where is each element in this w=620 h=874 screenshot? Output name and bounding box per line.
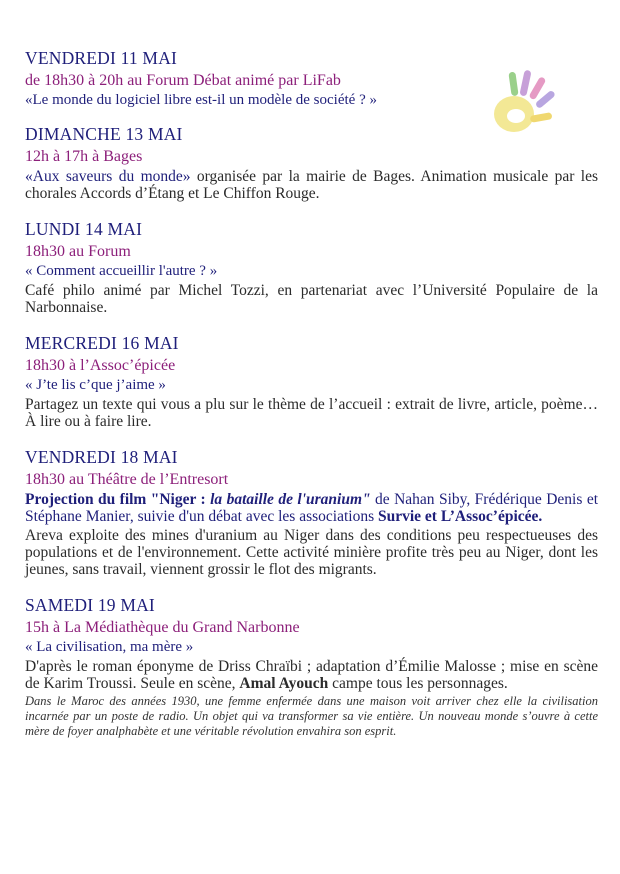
event-desc-end: campe tous les personnages. [328, 675, 508, 692]
performer-name: Amal Ayouch [239, 675, 329, 692]
event-note: Dans le Maroc des années 1930, une femme enfermée dans une maison voit arriver chez elle la civilisation incarnée par un poste de radio. Un objet qui va transformer sa vie entière. Un nouveau monde s’ouvre à cette mère de foyer analphabète et une véritable révolution envahira son esprit. [25, 694, 598, 738]
projection-lead: Projection du film "Niger : [25, 491, 211, 508]
event-day: DIMANCHE 13 MAI [25, 124, 183, 144]
agenda [25, 48, 598, 739]
event-mercredi-16 [25, 333, 598, 430]
event-when: 18h30 à l’Assoc’épicée [25, 357, 176, 374]
event-desc: Areva exploite des mines d'uranium au Niger dans des conditions peu respectueuses des populations et de l'environnement. Cette activité minière profite très peu au Niger, dont les jeunes, sans travail, viennent grossir le flot des migrants. [25, 527, 598, 578]
event-day: LUNDI 14 MAI [25, 219, 143, 239]
associations: Survie et L’Assoc’épicée. [377, 508, 543, 525]
event-desc [25, 658, 598, 692]
film-title: la bataille de l'uranium" [210, 491, 371, 508]
event-desc: Partagez un texte qui vous a plu sur le thème de l’accueil : extrait de livre, article, poème… À lire ou à faire lire. [25, 396, 598, 430]
event-desc-text: organisée par la mairie de Bages. Animation musicale par les chorales Accords d’Étang et Le Chiffon Rouge. [25, 168, 598, 202]
event-day: MERCREDI 16 MAI [25, 333, 179, 353]
event-when: 18h30 au Forum [25, 243, 131, 260]
event-day: VENDREDI 11 MAI [25, 48, 178, 68]
event-day: VENDREDI 18 MAI [25, 447, 178, 467]
event-samedi-19 [25, 595, 598, 739]
event-day: SAMEDI 19 MAI [25, 595, 155, 615]
event-title: «Aux saveurs du monde» [25, 168, 191, 185]
event-when: 15h à La Médiathèque du Grand Narbonne [25, 619, 300, 636]
projection-credits: de Nahan Siby, Frédérique Denis et Stéphane Manier, suivie d'un débat avec les associations [25, 491, 599, 525]
event-vendredi-18 [25, 447, 598, 578]
event-lundi-14 [25, 219, 598, 316]
event-dimanche-13 [25, 124, 598, 202]
event-desc-text: D'après le roman éponyme de Driss Chraïbi ; adaptation d’Émilie Malosse ; mise en scène de Karim Troussi. Seule en scène, [25, 658, 598, 692]
event-title: « J’te lis c’que j’aime » [25, 377, 166, 393]
event-title: « Comment accueillir l'autre ? » [25, 263, 218, 279]
event-when: de 18h30 à 20h au Forum Débat animé par LiFab [25, 72, 341, 89]
event-projection [25, 491, 598, 525]
event-vendredi-11 [25, 48, 598, 109]
event-desc: Café philo animé par Michel Tozzi, en partenariat avec l’Université Populaire de la Narbonnaise. [25, 282, 598, 316]
event-title: « La civilisation, ma mère » [25, 639, 194, 655]
event-when: 12h à 17h à Bages [25, 148, 143, 165]
event-desc [25, 168, 598, 202]
event-when: 18h30 au Théâtre de l’Entresort [25, 471, 229, 488]
event-title: «Le monde du logiciel libre est-il un modèle de société ? » [25, 92, 377, 108]
